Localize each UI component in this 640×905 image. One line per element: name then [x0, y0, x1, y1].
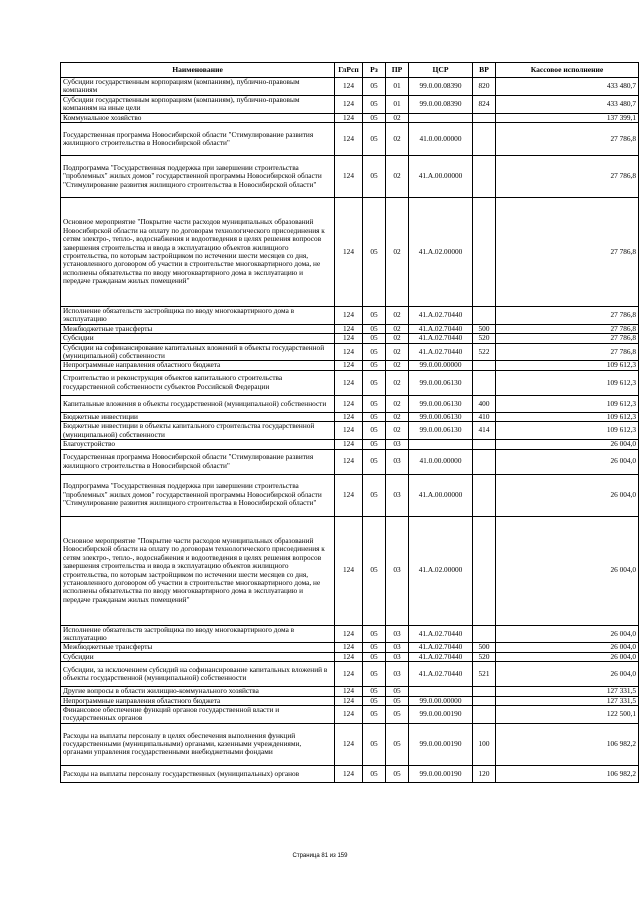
cell-csr: 41.A.02.70440 [409, 334, 473, 343]
cell-vr [473, 113, 496, 122]
cell-rz: 05 [363, 198, 386, 307]
cell-rz: 05 [363, 334, 386, 343]
cell-amount: 26 004,0 [496, 449, 639, 474]
cell-name: Исполнение обязательств застройщика по вводу многоквартирного дома в эксплуатацию [61, 307, 335, 325]
cell-vr: 410 [473, 412, 496, 421]
cell-pr: 05 [386, 723, 409, 765]
cell-amount: 27 786,8 [496, 334, 639, 343]
cell-csr: 99.0.00.06130 [409, 370, 473, 395]
cell-csr: 41.0.00.00000 [409, 449, 473, 474]
cell-amount: 26 004,0 [496, 516, 639, 625]
cell-glrsp: 124 [335, 440, 363, 449]
cell-rz: 05 [363, 696, 386, 705]
table-row [61, 361, 639, 370]
table-row [61, 412, 639, 421]
cell-amount: 27 786,8 [496, 198, 639, 307]
cell-pr: 02 [386, 412, 409, 421]
cell-name: Бюджетные инвестиции в объекты капитального строительства государственной (муниципальной) собственности [61, 422, 335, 440]
cell-amount: 137 399,1 [496, 113, 639, 122]
cell-csr: 99.0.00.06130 [409, 422, 473, 440]
cell-glrsp: 124 [335, 334, 363, 343]
cell-csr: 41.A.02.70440 [409, 625, 473, 643]
cell-amount: 109 612,3 [496, 370, 639, 395]
cell-rz: 05 [363, 156, 386, 198]
cell-rz: 05 [363, 705, 386, 723]
cell-rz: 05 [363, 113, 386, 122]
cell-csr: 99.0.00.00000 [409, 696, 473, 705]
cell-vr [473, 696, 496, 705]
cell-glrsp: 124 [335, 343, 363, 361]
cell-glrsp: 124 [335, 307, 363, 325]
cell-amount: 27 786,8 [496, 156, 639, 198]
header-pr: ПР [386, 63, 409, 78]
cell-vr: 522 [473, 343, 496, 361]
cell-rz: 05 [363, 370, 386, 395]
cell-rz: 05 [363, 395, 386, 412]
cell-csr: 41.A.02.70440 [409, 652, 473, 661]
cell-vr [473, 474, 496, 516]
cell-rz: 05 [363, 307, 386, 325]
cell-amount: 26 004,0 [496, 625, 639, 643]
cell-name: Субсидии на софинансирование капитальных вложений в объекты государственной (муниципальной) собственности [61, 343, 335, 361]
cell-csr: 41.A.00.00000 [409, 156, 473, 198]
cell-pr: 05 [386, 705, 409, 723]
cell-rz: 05 [363, 412, 386, 421]
table-row [61, 123, 639, 156]
cell-rz: 05 [363, 643, 386, 652]
cell-pr: 02 [386, 422, 409, 440]
cell-amount: 27 786,8 [496, 343, 639, 361]
cell-csr: 41.A.02.00000 [409, 516, 473, 625]
cell-amount: 26 004,0 [496, 474, 639, 516]
header-amount: Кассовое исполнение [496, 63, 639, 78]
cell-glrsp: 124 [335, 156, 363, 198]
cell-csr: 41.A.02.70440 [409, 307, 473, 325]
cell-vr [473, 198, 496, 307]
table-row [61, 625, 639, 643]
cell-glrsp: 124 [335, 395, 363, 412]
cell-pr: 03 [386, 652, 409, 661]
cell-pr: 02 [386, 113, 409, 122]
cell-name: Субсидии государственным корпорациям (компаниям), публично-правовым компаниям [61, 78, 335, 96]
cell-csr: 99.0.00.00000 [409, 361, 473, 370]
cell-vr [473, 449, 496, 474]
cell-csr: 41.A.02.70440 [409, 662, 473, 687]
cell-vr: 520 [473, 334, 496, 343]
cell-name: Субсидии [61, 334, 335, 343]
cell-csr [409, 113, 473, 122]
cell-pr: 02 [386, 123, 409, 156]
cell-amount: 109 612,3 [496, 395, 639, 412]
cell-amount: 127 331,5 [496, 696, 639, 705]
cell-name: Подпрограмма "Государственная поддержка при завершении строительства "проблемных" жилых домов" государственной программы Новосибирской области "Стимулирование развития жилищного строительства в Новосибирской области" [61, 156, 335, 198]
cell-amount: 26 004,0 [496, 662, 639, 687]
budget-table [60, 62, 639, 783]
table-row [61, 95, 639, 113]
cell-pr: 03 [386, 516, 409, 625]
table-row [61, 696, 639, 705]
cell-name: Государственная программа Новосибирской области "Стимулирование развития жилищного строительства в Новосибирской области" [61, 449, 335, 474]
table-row [61, 723, 639, 765]
cell-glrsp: 124 [335, 324, 363, 333]
cell-csr: 99.0.00.00190 [409, 723, 473, 765]
cell-csr: 99.0.00.08390 [409, 78, 473, 96]
cell-name: Финансовое обеспечение функций органов государственной власти и государственных органов [61, 705, 335, 723]
cell-amount: 122 500,1 [496, 705, 639, 723]
cell-csr: 41.0.00.00000 [409, 123, 473, 156]
cell-rz: 05 [363, 474, 386, 516]
table-row [61, 449, 639, 474]
cell-glrsp: 124 [335, 95, 363, 113]
cell-rz: 05 [363, 78, 386, 96]
table-row [61, 343, 639, 361]
table-row [61, 687, 639, 696]
cell-vr [473, 156, 496, 198]
cell-amount: 109 612,3 [496, 422, 639, 440]
cell-pr: 05 [386, 765, 409, 782]
cell-amount: 127 331,5 [496, 687, 639, 696]
cell-amount: 433 480,7 [496, 95, 639, 113]
cell-rz: 05 [363, 343, 386, 361]
cell-name: Расходы на выплаты персоналу в целях обеспечения выполнения функций государственными (муниципальными) органами, казенными учреждениями, органами управления государственными внебюджетными фондами [61, 723, 335, 765]
cell-rz: 05 [363, 516, 386, 625]
table-row [61, 370, 639, 395]
cell-glrsp: 124 [335, 662, 363, 687]
table-row [61, 705, 639, 723]
header-vr: ВР [473, 63, 496, 78]
cell-vr [473, 516, 496, 625]
cell-vr [473, 370, 496, 395]
cell-csr: 99.0.00.06130 [409, 395, 473, 412]
cell-glrsp: 124 [335, 449, 363, 474]
cell-glrsp: 124 [335, 652, 363, 661]
header-csr: ЦСР [409, 63, 473, 78]
table-row [61, 765, 639, 782]
table-row [61, 324, 639, 333]
cell-pr: 03 [386, 643, 409, 652]
cell-glrsp: 124 [335, 361, 363, 370]
cell-csr: 41.A.02.70440 [409, 343, 473, 361]
cell-vr: 100 [473, 723, 496, 765]
table-row [61, 334, 639, 343]
cell-vr: 521 [473, 662, 496, 687]
cell-name: Государственная программа Новосибирской области "Стимулирование развития жилищного строительства в Новосибирской области" [61, 123, 335, 156]
cell-csr: 41.A.02.00000 [409, 198, 473, 307]
cell-csr: 99.0.00.06130 [409, 412, 473, 421]
header-rz: Рз [363, 63, 386, 78]
table-row [61, 652, 639, 661]
cell-rz: 05 [363, 440, 386, 449]
cell-pr: 02 [386, 343, 409, 361]
cell-rz: 05 [363, 422, 386, 440]
cell-pr: 02 [386, 361, 409, 370]
cell-name: Капитальные вложения в объекты государственной (муниципальной) собственности [61, 395, 335, 412]
cell-glrsp: 124 [335, 765, 363, 782]
cell-vr: 500 [473, 324, 496, 333]
table-row [61, 662, 639, 687]
cell-rz: 05 [363, 662, 386, 687]
cell-glrsp: 124 [335, 687, 363, 696]
cell-glrsp: 124 [335, 198, 363, 307]
cell-name: Субсидии [61, 652, 335, 661]
cell-vr [473, 705, 496, 723]
cell-pr: 02 [386, 334, 409, 343]
cell-name: Благоустройство [61, 440, 335, 449]
table-row [61, 198, 639, 307]
cell-vr [473, 361, 496, 370]
cell-name: Непрограммные направления областного бюджета [61, 696, 335, 705]
cell-vr: 824 [473, 95, 496, 113]
cell-pr: 05 [386, 696, 409, 705]
cell-vr: 120 [473, 765, 496, 782]
header-name: Наименование [61, 63, 335, 78]
cell-csr: 41.A.00.00000 [409, 474, 473, 516]
cell-rz: 05 [363, 625, 386, 643]
cell-vr: 500 [473, 643, 496, 652]
cell-amount: 433 480,7 [496, 78, 639, 96]
cell-glrsp: 124 [335, 516, 363, 625]
cell-name: Основное мероприятие "Покрытие части расходов муниципальных образований Новосибирской области на оплату по договорам технологического присоединения к сетям электро-, тепло-, водоснабжения и водоотведения в целях решения вопросов завершения строительства и ввода в эксплуатацию объектов жилищного строительства, по которым застройщиком по истечении шести месяцев со дня, установленного договором об участии в строительстве многоквартирного дома, не исполнены обязательства по вводу многоквартирного дома в эксплуатацию и передаче гражданам жилых помещений" [61, 516, 335, 625]
cell-glrsp: 124 [335, 78, 363, 96]
cell-vr [473, 625, 496, 643]
table-row [61, 516, 639, 625]
cell-pr: 02 [386, 395, 409, 412]
cell-glrsp: 124 [335, 123, 363, 156]
table-row [61, 643, 639, 652]
cell-rz: 05 [363, 123, 386, 156]
cell-vr: 820 [473, 78, 496, 96]
cell-glrsp: 124 [335, 412, 363, 421]
cell-pr: 02 [386, 307, 409, 325]
cell-csr: 41.A.02.70440 [409, 643, 473, 652]
cell-glrsp: 124 [335, 113, 363, 122]
cell-vr: 400 [473, 395, 496, 412]
cell-csr [409, 687, 473, 696]
cell-vr [473, 123, 496, 156]
header-glrsp: ГлРсп [335, 63, 363, 78]
cell-vr: 414 [473, 422, 496, 440]
cell-rz: 05 [363, 723, 386, 765]
cell-rz: 05 [363, 652, 386, 661]
cell-pr: 02 [386, 324, 409, 333]
cell-csr [409, 440, 473, 449]
table-row [61, 395, 639, 412]
cell-amount: 26 004,0 [496, 652, 639, 661]
cell-name: Субсидии государственным корпорациям (компаниям), публично-правовым компаниям на иные цели [61, 95, 335, 113]
table-row [61, 474, 639, 516]
cell-glrsp: 124 [335, 474, 363, 516]
cell-csr: 41.A.02.70440 [409, 324, 473, 333]
cell-rz: 05 [363, 687, 386, 696]
cell-amount: 109 612,3 [496, 361, 639, 370]
cell-glrsp: 124 [335, 696, 363, 705]
cell-glrsp: 124 [335, 705, 363, 723]
cell-name: Межбюджетные трансферты [61, 643, 335, 652]
cell-pr: 02 [386, 198, 409, 307]
cell-name: Исполнение обязательств застройщика по вводу многоквартирного дома в эксплуатацию [61, 625, 335, 643]
cell-csr: 99.0.00.08390 [409, 95, 473, 113]
cell-name: Основное мероприятие "Покрытие части расходов муниципальных образований Новосибирской области на оплату по договорам технологического присоединения к сетям электро-, тепло-, водоснабжения и водоотведения в целях решения вопросов завершения строительства и ввода в эксплуатацию объектов жилищного строительства, по которым застройщиком по истечении шести месяцев со дня, установленного договором об участии в строительстве многоквартирного дома, не исполнены обязательства по вводу многоквартирного дома в эксплуатацию и передаче гражданам жилых помещений" [61, 198, 335, 307]
cell-amount: 106 982,2 [496, 723, 639, 765]
cell-glrsp: 124 [335, 643, 363, 652]
table-row [61, 422, 639, 440]
cell-name: Непрограммные направления областного бюджета [61, 361, 335, 370]
table-header-row [61, 63, 639, 78]
cell-rz: 05 [363, 449, 386, 474]
cell-name: Коммунальное хозяйство [61, 113, 335, 122]
table-row [61, 440, 639, 449]
cell-vr [473, 687, 496, 696]
cell-amount: 26 004,0 [496, 643, 639, 652]
cell-amount: 27 786,8 [496, 324, 639, 333]
cell-amount: 26 004,0 [496, 440, 639, 449]
cell-name: Строительство и реконструкция объектов капитального строительства государственной собственности субъектов Российской Федерации [61, 370, 335, 395]
cell-name: Межбюджетные трансферты [61, 324, 335, 333]
cell-amount: 109 612,3 [496, 412, 639, 421]
cell-csr: 99.0.00.00190 [409, 765, 473, 782]
cell-pr: 01 [386, 95, 409, 113]
cell-pr: 03 [386, 625, 409, 643]
cell-glrsp: 124 [335, 625, 363, 643]
cell-csr: 99.0.00.00190 [409, 705, 473, 723]
cell-amount: 27 786,8 [496, 123, 639, 156]
cell-pr: 03 [386, 474, 409, 516]
cell-pr: 02 [386, 156, 409, 198]
cell-pr: 03 [386, 662, 409, 687]
cell-pr: 01 [386, 78, 409, 96]
cell-rz: 05 [363, 324, 386, 333]
table-row [61, 113, 639, 122]
cell-name: Подпрограмма "Государственная поддержка при завершении строительства "проблемных" жилых домов" государственной программы Новосибирской области "Стимулирование развития жилищного строительства в Новосибирской области" [61, 474, 335, 516]
cell-rz: 05 [363, 361, 386, 370]
cell-vr: 520 [473, 652, 496, 661]
cell-rz: 05 [363, 765, 386, 782]
cell-glrsp: 124 [335, 422, 363, 440]
cell-pr: 02 [386, 370, 409, 395]
cell-vr [473, 440, 496, 449]
cell-glrsp: 124 [335, 370, 363, 395]
cell-vr [473, 307, 496, 325]
page-footer: Страница 81 из 159 [292, 853, 348, 859]
cell-pr: 05 [386, 687, 409, 696]
cell-name: Другие вопросы в области жилищно-коммунального хозяйства [61, 687, 335, 696]
cell-glrsp: 124 [335, 723, 363, 765]
cell-name: Субсидии, за исключением субсидий на софинансирование капитальных вложений в объекты государственной (муниципальной) собственности [61, 662, 335, 687]
cell-amount: 106 982,2 [496, 765, 639, 782]
cell-pr: 03 [386, 440, 409, 449]
table-row [61, 78, 639, 96]
table-row [61, 307, 639, 325]
cell-rz: 05 [363, 95, 386, 113]
table-row [61, 156, 639, 198]
cell-pr: 03 [386, 449, 409, 474]
cell-name: Бюджетные инвестиции [61, 412, 335, 421]
cell-name: Расходы на выплаты персоналу государственных (муниципальных) органов [61, 765, 335, 782]
cell-amount: 27 786,8 [496, 307, 639, 325]
